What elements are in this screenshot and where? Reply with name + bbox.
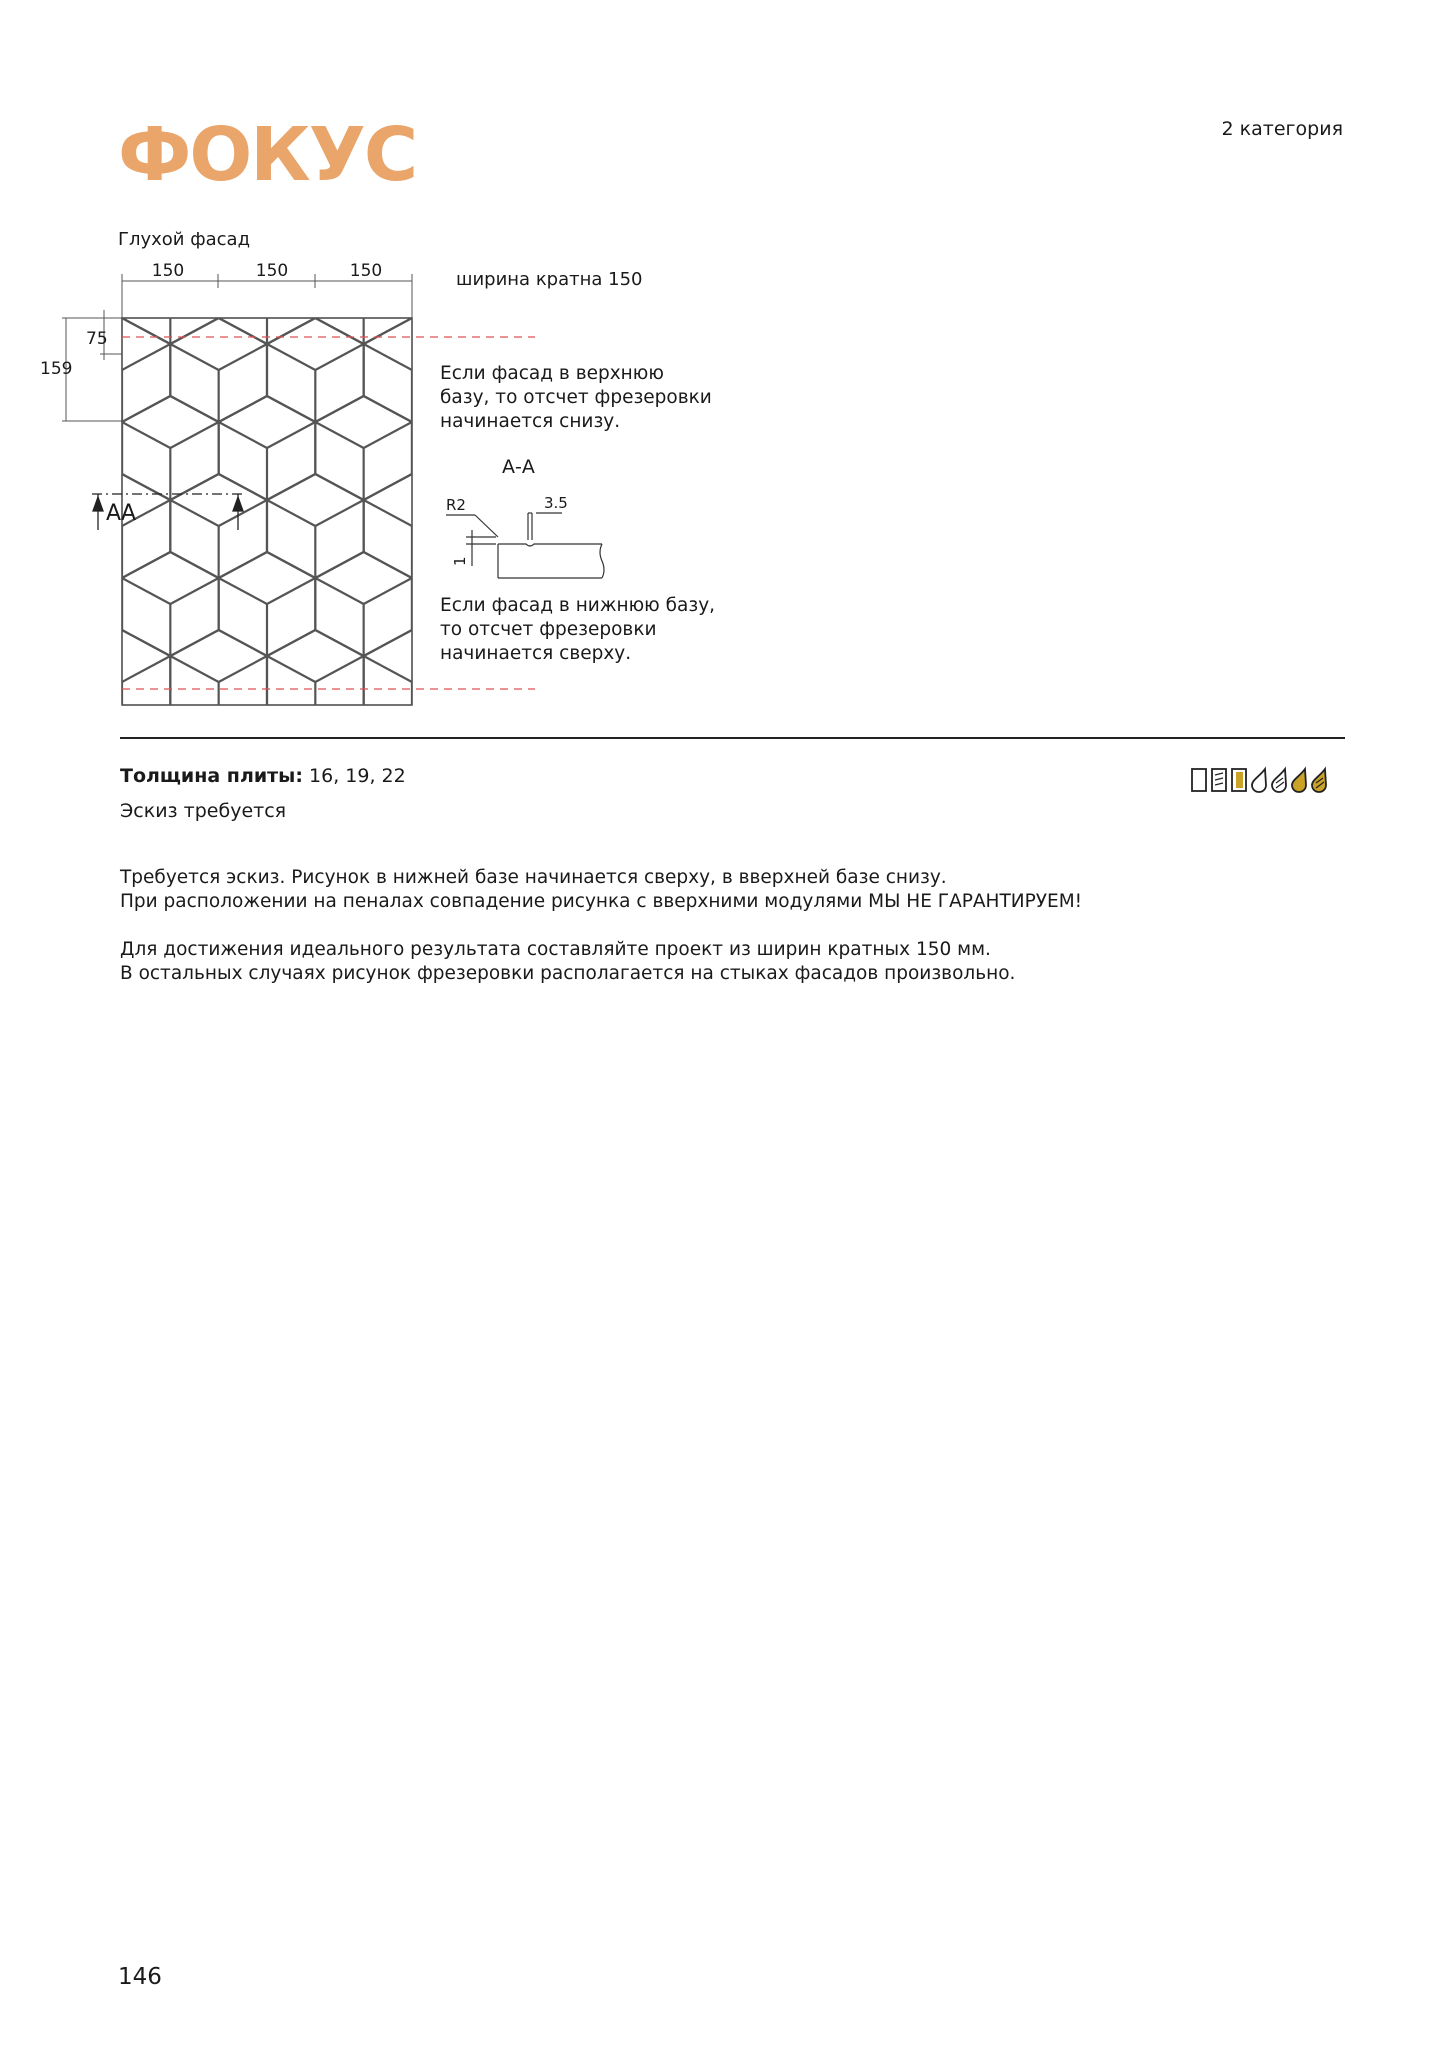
- milling-groove: [654, 708, 702, 720]
- milling-groove: [654, 552, 702, 578]
- milling-groove: [557, 708, 605, 720]
- milling-groove: [0, 474, 25, 500]
- milling-groove: [74, 266, 122, 292]
- milling-groove: [25, 240, 73, 266]
- milling-groove: [219, 162, 267, 188]
- milling-groove: [315, 162, 363, 188]
- milling-groove: [267, 188, 315, 214]
- milling-groove: [0, 630, 25, 656]
- note-top: [440, 362, 712, 434]
- section-title: А-А: [502, 456, 535, 478]
- milling-groove: [412, 188, 460, 214]
- milling-groove: [702, 240, 720, 266]
- milling-groove: [25, 422, 73, 448]
- milling-groove: [74, 396, 122, 422]
- milling-groove: [702, 708, 720, 720]
- milling-groove: [412, 240, 460, 266]
- milling-groove: [0, 552, 25, 578]
- dim-3-5-label: 3.5: [544, 494, 568, 512]
- milling-groove: [170, 162, 218, 188]
- milling-groove: [557, 552, 605, 578]
- milling-groove: [25, 474, 73, 500]
- milling-groove: [0, 708, 25, 720]
- milling-groove: [509, 240, 557, 266]
- milling-groove: [460, 318, 508, 344]
- milling-groove: [315, 708, 363, 720]
- drop-gold-patina-icon: [1312, 769, 1326, 792]
- milling-groove: [412, 162, 460, 188]
- panel-patina-icon: [1212, 769, 1226, 791]
- drop-patina-icon: [1272, 769, 1286, 792]
- milling-groove: [74, 396, 122, 422]
- milling-groove: [702, 162, 720, 188]
- milling-groove: [702, 318, 720, 344]
- milling-groove: [267, 708, 315, 720]
- section-mark-label: АА: [106, 501, 137, 526]
- milling-groove: [702, 500, 720, 526]
- milling-groove: [25, 708, 73, 720]
- milling-groove: [74, 240, 122, 266]
- milling-groove: [654, 188, 702, 214]
- page-number: 146: [118, 1964, 162, 1990]
- milling-groove: [0, 396, 25, 422]
- note-bottom: [440, 594, 715, 666]
- milling-groove: [25, 240, 73, 266]
- milling-groove: [219, 188, 267, 214]
- milling-groove: [170, 188, 218, 214]
- milling-groove: [25, 188, 73, 214]
- milling-groove: [557, 266, 605, 292]
- milling-groove: [74, 630, 122, 656]
- milling-groove: [122, 188, 170, 214]
- milling-groove: [25, 162, 73, 188]
- milling-groove: [170, 708, 218, 720]
- milling-groove: [557, 240, 605, 266]
- milling-groove: [654, 318, 702, 344]
- note-top-line-1: Если фасад в верхнюю: [440, 363, 664, 384]
- paragraph-2: [120, 938, 1015, 986]
- milling-groove: [605, 552, 653, 578]
- milling-groove: [702, 708, 720, 720]
- milling-groove: [74, 708, 122, 720]
- milling-groove: [605, 708, 653, 720]
- section-divider: [120, 737, 1345, 739]
- milling-groove: [460, 240, 508, 266]
- milling-groove: [460, 500, 508, 526]
- milling-groove: [0, 656, 25, 682]
- note-top-line-3: начинается снизу.: [440, 411, 621, 432]
- dim-1-label: 1: [451, 556, 469, 566]
- milling-groove: [364, 708, 412, 720]
- milling-groove: [25, 630, 73, 656]
- panel-gold-icon: [1232, 769, 1246, 791]
- milling-groove: [654, 474, 702, 500]
- milling-groove: [557, 318, 605, 344]
- milling-groove: [557, 188, 605, 214]
- milling-groove: [605, 552, 653, 578]
- milling-groove: [267, 708, 315, 720]
- milling-groove: [74, 708, 122, 720]
- milling-groove: [654, 240, 702, 266]
- milling-groove: [460, 318, 508, 344]
- milling-groove: [509, 266, 557, 292]
- milling-groove: [605, 474, 653, 500]
- milling-groove: [74, 162, 122, 188]
- thickness-label: Толщина плиты:: [120, 765, 303, 787]
- milling-groove: [605, 240, 653, 266]
- milling-groove: [267, 162, 315, 188]
- milling-groove: [219, 708, 267, 720]
- panel-plain-icon: [1192, 769, 1206, 791]
- milling-groove: [0, 318, 25, 344]
- milling-groove: [605, 318, 653, 344]
- milling-groove: [557, 708, 605, 720]
- width-label-1: 150: [151, 261, 185, 281]
- milling-groove: [605, 188, 653, 214]
- milling-groove: [0, 162, 25, 188]
- milling-groove: [364, 162, 412, 188]
- thickness-values: 16, 19, 22: [309, 765, 406, 787]
- milling-groove: [557, 240, 605, 266]
- milling-groove: [702, 552, 720, 578]
- dim-75-label: 75: [86, 329, 108, 349]
- width-note: ширина кратна 150: [456, 269, 643, 290]
- milling-groove: [315, 188, 363, 214]
- milling-groove: [654, 552, 702, 578]
- milling-groove: [412, 708, 460, 720]
- facade-label: Глухой фасад: [118, 229, 251, 250]
- paragraph-2-line-1: Для достижения идеального результата составляйте проект из ширин кратных 150 мм.: [120, 939, 991, 960]
- milling-groove: [605, 500, 653, 526]
- paragraph-1: [120, 866, 1082, 914]
- milling-groove: [605, 708, 653, 720]
- note-bottom-line-3: начинается сверху.: [440, 643, 632, 664]
- milling-groove: [460, 188, 508, 214]
- milling-groove: [25, 656, 73, 682]
- milling-groove: [74, 630, 122, 656]
- sketch-required: Эскиз требуется: [120, 800, 287, 822]
- milling-groove: [460, 162, 508, 188]
- milling-groove: [509, 708, 557, 720]
- milling-groove: [460, 708, 508, 720]
- milling-groove: [364, 708, 412, 720]
- milling-groove: [654, 266, 702, 292]
- milling-groove: [412, 318, 460, 344]
- milling-groove: [25, 708, 73, 720]
- milling-groove: [122, 708, 170, 720]
- milling-groove: [170, 708, 218, 720]
- page-title: ФОКУС: [118, 112, 417, 198]
- milling-groove: [25, 500, 73, 526]
- milling-groove: [0, 240, 25, 266]
- milling-groove: [654, 162, 702, 188]
- milling-groove: [702, 266, 720, 292]
- milling-groove: [74, 240, 122, 266]
- milling-groove: [509, 318, 557, 344]
- milling-groove: [74, 188, 122, 214]
- milling-groove: [654, 708, 702, 720]
- note-top-line-2: базу, то отсчет фрезеровки: [440, 387, 712, 408]
- milling-groove: [25, 630, 73, 656]
- milling-groove: [0, 500, 25, 526]
- r2-label: R2: [446, 496, 466, 514]
- milling-groove: [412, 266, 460, 292]
- note-bottom-line-2: то отсчет фрезеровки: [440, 619, 657, 640]
- milling-groove: [460, 708, 508, 720]
- category-label: 2 категория: [1221, 118, 1343, 140]
- milling-groove: [25, 474, 73, 500]
- thickness-row: [120, 765, 406, 787]
- milling-groove: [509, 552, 557, 578]
- paragraph-1-line-1: Требуется эскиз. Рисунок в нижней базе начинается сверху, в вверхней базе снизу.: [120, 867, 947, 888]
- milling-groove: [0, 188, 25, 214]
- milling-groove: [25, 552, 73, 578]
- dim-159-label: 159: [40, 359, 73, 379]
- width-label-2: 150: [255, 261, 289, 281]
- milling-groove: [122, 708, 170, 720]
- milling-groove: [605, 474, 653, 500]
- milling-groove: [364, 188, 412, 214]
- milling-groove: [74, 552, 122, 578]
- milling-groove: [654, 474, 702, 500]
- milling-groove: [460, 240, 508, 266]
- milling-groove: [702, 188, 720, 214]
- milling-groove: [412, 318, 460, 344]
- milling-groove: [654, 500, 702, 526]
- milling-groove: [25, 266, 73, 292]
- section-profile: [446, 513, 604, 578]
- milling-groove: [412, 708, 460, 720]
- milling-groove: [509, 162, 557, 188]
- milling-groove: [74, 578, 122, 604]
- paragraph-2-line-2: В остальных случаях рисунок фрезеровки располагается на стыках фасадов произвольно.: [120, 963, 1016, 984]
- milling-groove: [557, 552, 605, 578]
- milling-groove: [702, 474, 720, 500]
- milling-groove: [702, 240, 720, 266]
- width-label-3: 150: [349, 261, 383, 281]
- milling-groove: [509, 318, 557, 344]
- milling-groove: [219, 708, 267, 720]
- milling-groove: [74, 552, 122, 578]
- finish-icons: [1190, 766, 1346, 794]
- milling-groove: [412, 240, 460, 266]
- paragraph-1-line-2: При расположении на пеналах совпадение рисунка с вверхними модулями МЫ НЕ ГАРАНТИРУЕМ!: [120, 891, 1083, 912]
- milling-groove: [74, 656, 122, 682]
- milling-groove: [509, 240, 557, 266]
- drop-plain-icon: [1252, 769, 1266, 792]
- milling-groove: [654, 318, 702, 344]
- milling-groove: [74, 422, 122, 448]
- milling-groove: [605, 266, 653, 292]
- milling-groove: [122, 162, 170, 188]
- milling-groove: [702, 474, 720, 500]
- milling-groove: [654, 240, 702, 266]
- milling-groove: [25, 552, 73, 578]
- milling-groove: [702, 318, 720, 344]
- milling-groove: [509, 552, 557, 578]
- milling-groove: [460, 266, 508, 292]
- milling-groove: [557, 162, 605, 188]
- milling-groove: [605, 240, 653, 266]
- milling-groove: [0, 344, 25, 370]
- milling-groove: [702, 552, 720, 578]
- milling-groove: [509, 188, 557, 214]
- drop-gold-icon: [1292, 769, 1306, 792]
- milling-groove: [509, 708, 557, 720]
- milling-groove: [557, 318, 605, 344]
- milling-groove: [315, 708, 363, 720]
- note-bottom-line-1: Если фасад в нижнюю базу,: [440, 595, 716, 616]
- milling-groove: [605, 318, 653, 344]
- milling-groove: [605, 162, 653, 188]
- milling-groove: [25, 578, 73, 604]
